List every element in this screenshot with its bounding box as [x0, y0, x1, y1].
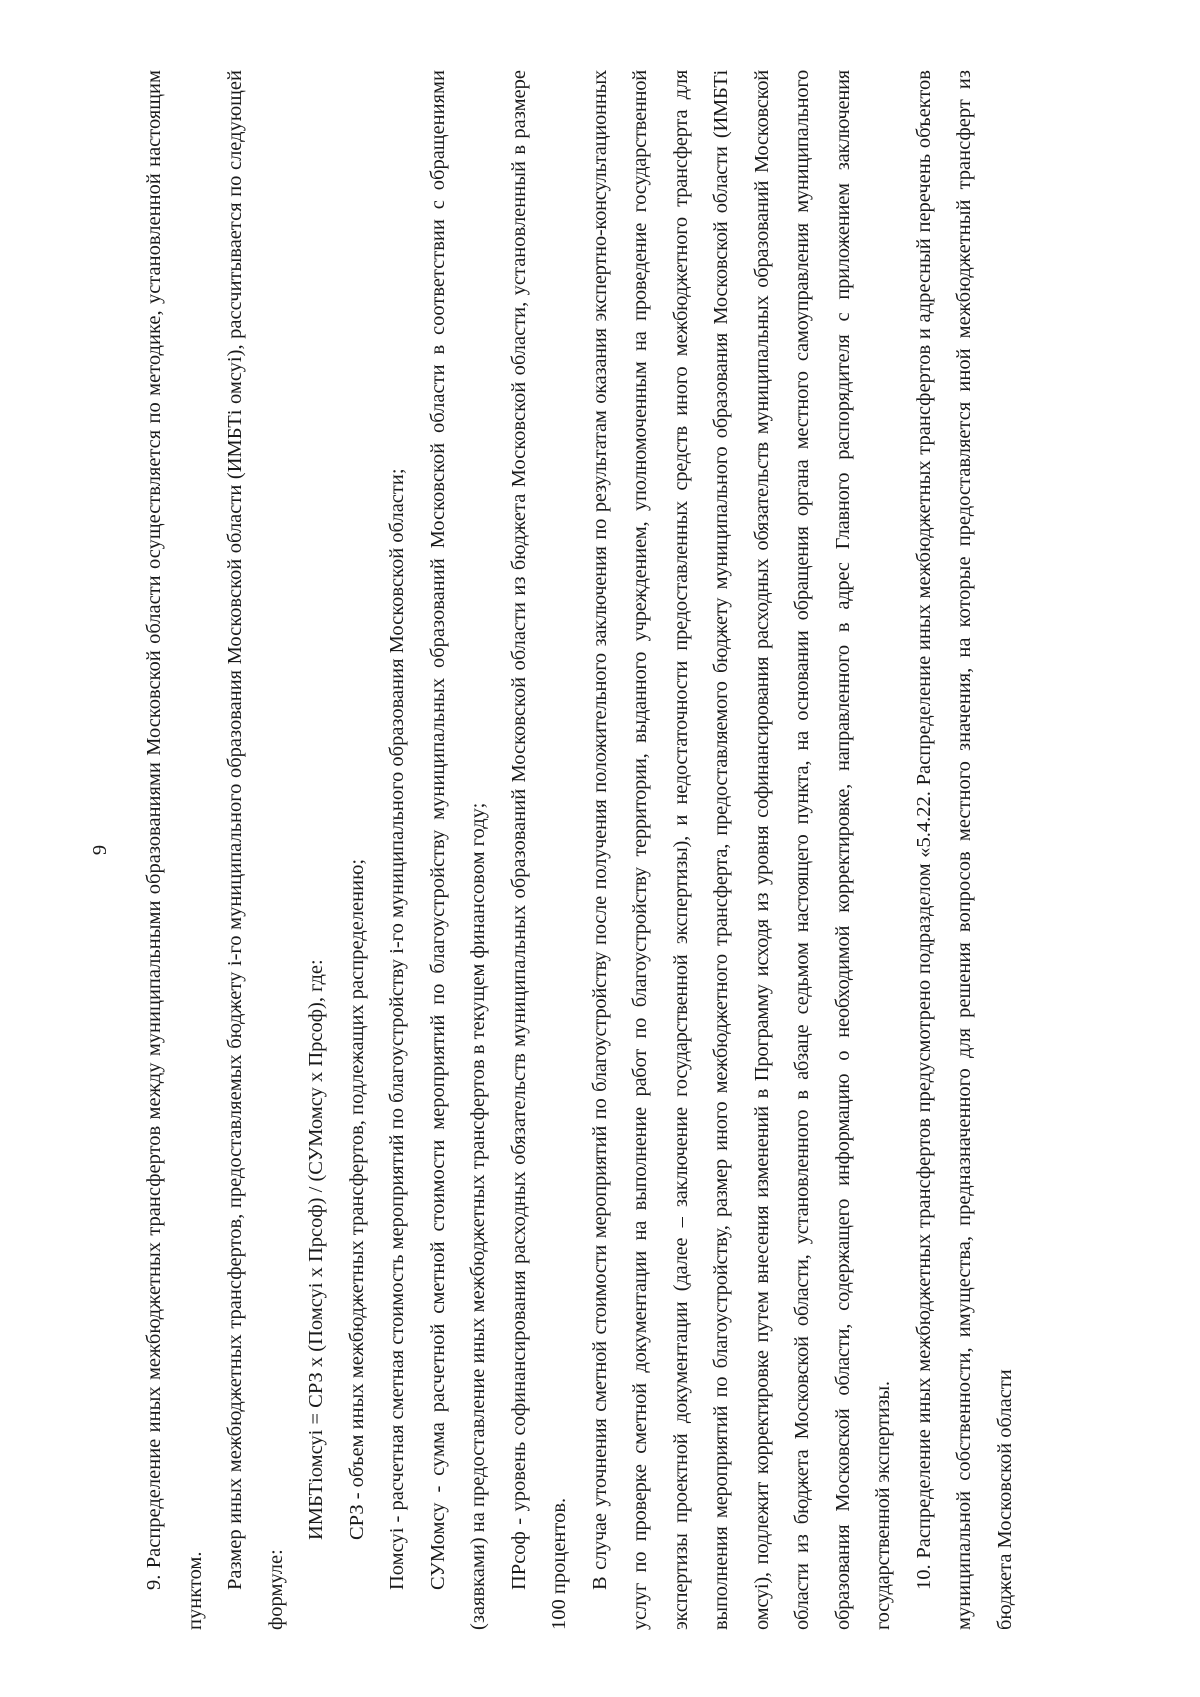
page-number: 9 — [89, 844, 111, 856]
paragraph-transfer-size: Размер иных межбюджетных трансфертов, предоставляемых бюджету i-го муниципального образования Московской области (ИМБТi омсуi), рассчитывается по следующей формуле: — [224, 70, 287, 1630]
formula: ИМБТiомсуi = СРЗ x (Помсуi x Прсоф) / (СУМомсу x Прсоф), где: — [305, 959, 327, 1540]
definition-pomsu: Помсуi - расчетная сметная стоимость мероприятий по благоустройству i-го муниципального образования Московской области; — [386, 468, 408, 1590]
definition-prsof: ПРсоф - уровень софинансирования расходных обязательств муниципальных образований Московской области из бюджета Московской области, установленный в размере 100 процентов. — [507, 70, 570, 1630]
definition-sumomsu: СУМомсу - сумма расчетной сметной стоимости мероприятий по благоустройству муниципальных образований Московской области в соответствии с обращениями (заявками) на предоставление иных межбюджетных трансфертов в текущем финансовом году; — [426, 70, 489, 1630]
paragraph-cost-adjustment: В случае уточнения сметной стоимости мероприятий по благоустройству после получения положительного заключения по результатам оказания экспертно-консультационных услуг по проверке сметной документации на выполнение работ по благоустройству территории, выданного учреждением, уполномоченным на проведение государственной экспертизы проектной документации (далее – заключение государственной экспертизы), и недостаточности предоставленных средств иного межбюджетного трансферта для выполнения мероприятий по благоустройству, размер иного межбюджетного трансферта, предоставляемого бюджету муниципального образования Московской области (ИМБТi омсуi), подлежит корректировке путем внесения изменений в Программу исходя из уровня софинансирования расходных обязательств муниципальных образований Московской области из бюджета Московской области, установленного в абзаце седьмом настоящего пункта, на основании обращения органа местного самоуправления муниципального образования Московской области, содержащего информацию о необходимой корректировке, направленного в адрес Главного распорядителя с приложением заключения государственной экспертизы. — [588, 70, 894, 1630]
rotated-page-content — [80, 70, 1120, 1630]
paragraph-9: 9. Распределение иных межбюджетных трансфертов между муниципальными образованиями Московской области осуществляется по методике, установленной настоящим пунктом. — [143, 70, 206, 1630]
paragraph-10: 10. Распределение иных межбюджетных трансфертов предусмотрено подразделом «5.4.22. Распределение иных межбюджетных трансфертов и адресный перечень объектов муниципальной собственности, имущества, предназначенного для решения вопросов местного значения, на которые предоставляется иной межбюджетный трансферт из бюджета Московской области — [912, 70, 1016, 1630]
document-body — [134, 70, 1025, 1630]
definition-srz: СРЗ - объем иных межбюджетных трансфертов, подлежащих распределению; — [345, 858, 368, 1540]
